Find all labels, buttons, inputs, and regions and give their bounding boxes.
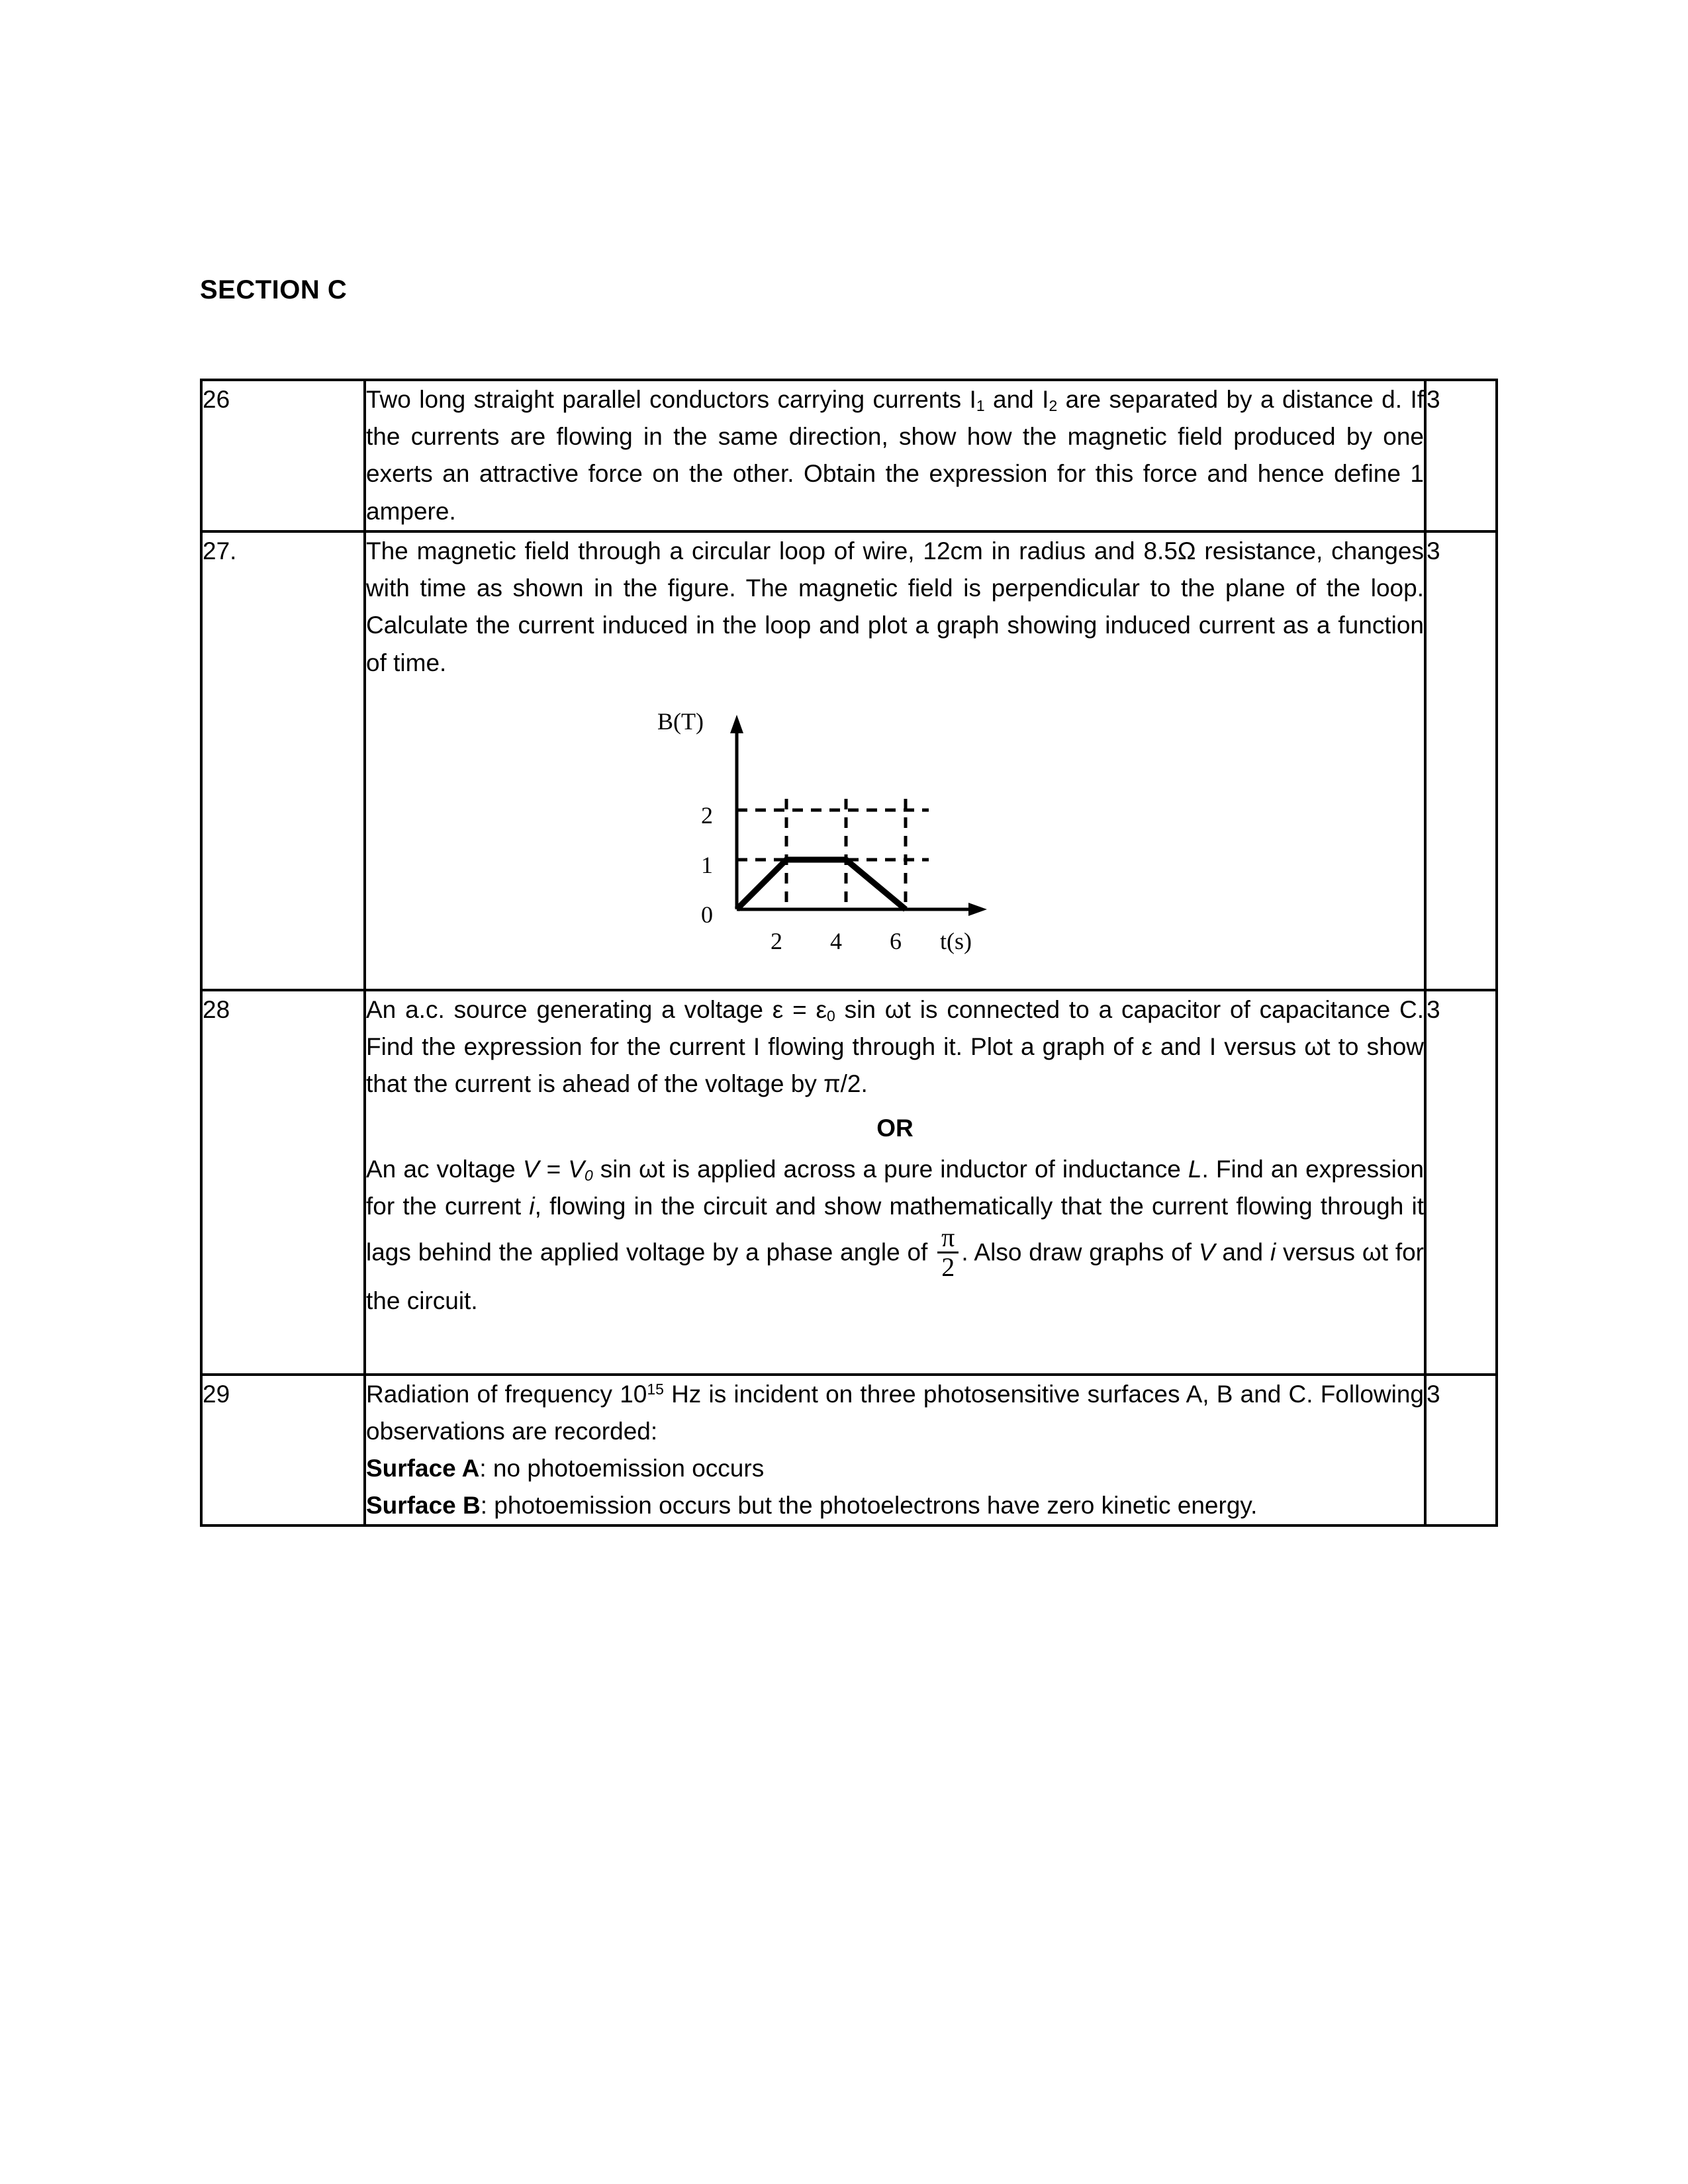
table-row (201, 1375, 1497, 1526)
fraction-pi-over-2 (937, 1224, 959, 1281)
q26-text-part-3: are separated by a distance d. If the currents are flowing in the same direction, show how the magnetic field produced by one exerts an attractive force on the other. Obtain the expression for this force and hence define 1 ampere. (366, 386, 1424, 525)
question-body-27 (365, 531, 1425, 990)
y-tick-0: 0 (701, 901, 713, 928)
q28b-text-part-2: = (539, 1155, 569, 1183)
table-row (201, 990, 1497, 1375)
q28a-subscript-0: 0 (827, 1007, 835, 1024)
surface-b-text: : photoemission occurs but the photoelectrons have zero kinetic energy. (480, 1492, 1258, 1520)
axis-label-x: t(s) (940, 927, 972, 954)
question-number-29: 29 (201, 1375, 365, 1526)
q28b-symbol-i-1: i (529, 1193, 535, 1220)
q28b-text-part-1: An ac voltage (366, 1155, 523, 1183)
or-separator: OR (876, 1114, 914, 1142)
fraction-numerator: π (941, 1222, 955, 1253)
q29-observation-b (366, 1487, 1424, 1524)
magnetic-field-graph-figure (366, 704, 1424, 989)
question-number-27: 27. (201, 531, 365, 990)
q26-text-part-1: Two long straight parallel conductors carrying currents I (366, 386, 976, 413)
table-row (201, 380, 1497, 531)
question-number-26: 26 (201, 380, 365, 531)
question-number-28: 28 (201, 990, 365, 1375)
q26-subscript-2: 2 (1049, 397, 1058, 415)
q26-text-part-2: and I (984, 386, 1049, 413)
q28b-symbol-V-1: V (522, 1155, 539, 1183)
page-title: SECTION C (200, 275, 348, 304)
q28b-text-part-8: versus ωt for the circuit. (366, 1238, 1424, 1315)
q28a-text-part-1: An a.c. source generating a voltage ε = ε (366, 995, 827, 1023)
question-marks-26: 3 (1425, 380, 1497, 531)
question-marks-29: 3 (1425, 1375, 1497, 1526)
surface-a-label: Surface A (366, 1454, 480, 1482)
question-body-28 (365, 990, 1425, 1375)
q28b-symbol-V-2: V (568, 1155, 585, 1183)
question-marks-27: 3 (1425, 531, 1497, 990)
x-axis-arrow (968, 903, 987, 916)
q28b-symbol-V-3: V (1198, 1238, 1215, 1266)
question-body-26 (365, 380, 1425, 531)
axis-label-y: B(T) (657, 707, 704, 735)
table-row (201, 531, 1497, 990)
q28b-symbol-L: L (1188, 1155, 1202, 1183)
surface-b-label: Surface B (366, 1492, 481, 1520)
y-axis-arrow (730, 715, 743, 733)
q27-text: The magnetic field through a circular loop of wire, 12cm in radius and 8.5Ω resistance, changes with time as shown in the figure. The magnetic field is perpendicular to the plane of the loop. Calculate the current induced in the loop and plot a graph showing induced current as a function of time. (366, 537, 1424, 676)
q28-option-b (366, 1151, 1424, 1320)
q26-subscript-1: 1 (976, 397, 985, 415)
chart-svg (651, 704, 1074, 969)
q29-intro (366, 1376, 1424, 1450)
q28-option-a (366, 991, 1424, 1103)
question-body-29 (365, 1375, 1425, 1526)
q29-observation-a (366, 1450, 1424, 1487)
q28b-text-part-7: and (1215, 1238, 1270, 1266)
y-tick-2: 2 (701, 801, 713, 829)
x-tick-6: 6 (890, 927, 902, 954)
q28b-symbol-i-2: i (1270, 1238, 1276, 1266)
bt-vs-time-chart (651, 704, 1074, 969)
q28b-subscript-0: 0 (584, 1166, 593, 1184)
data-series-B (737, 860, 906, 909)
questions-table (200, 379, 1498, 1527)
q29-text-part-1: Radiation of frequency 10 (366, 1380, 647, 1408)
q28b-text-part-4: . Find an expression for the current (366, 1155, 1425, 1220)
q28b-text-part-6: . Also draw graphs of (961, 1238, 1199, 1266)
q28b-text-part-5: , flowing in the circuit and show mathematically that the current flowing through it lags behind the applied voltage by a phase angle of (366, 1193, 1424, 1266)
y-tick-1: 1 (701, 851, 713, 878)
fraction-denominator: 2 (937, 1251, 959, 1281)
q28b-text-part-3: sin ωt is applied across a pure inductor of inductance (592, 1155, 1188, 1183)
surface-a-text: : no photoemission occurs (479, 1454, 765, 1482)
q29-superscript-15: 15 (647, 1380, 664, 1398)
question-marks-28: 3 (1425, 990, 1497, 1375)
q29-text-part-2: Hz is incident on three photosensitive surfaces A, B and C. Following observations are recorded: (366, 1380, 1424, 1445)
q28a-text-part-2: sin ωt is connected to a capacitor of capacitance C. Find the expression for the current I flowing through it. Plot a graph of ε and I versus ωt to show that the current is ahead of the voltage by π/2. (366, 995, 1424, 1098)
x-tick-2: 2 (771, 927, 782, 954)
x-tick-4: 4 (830, 927, 842, 954)
